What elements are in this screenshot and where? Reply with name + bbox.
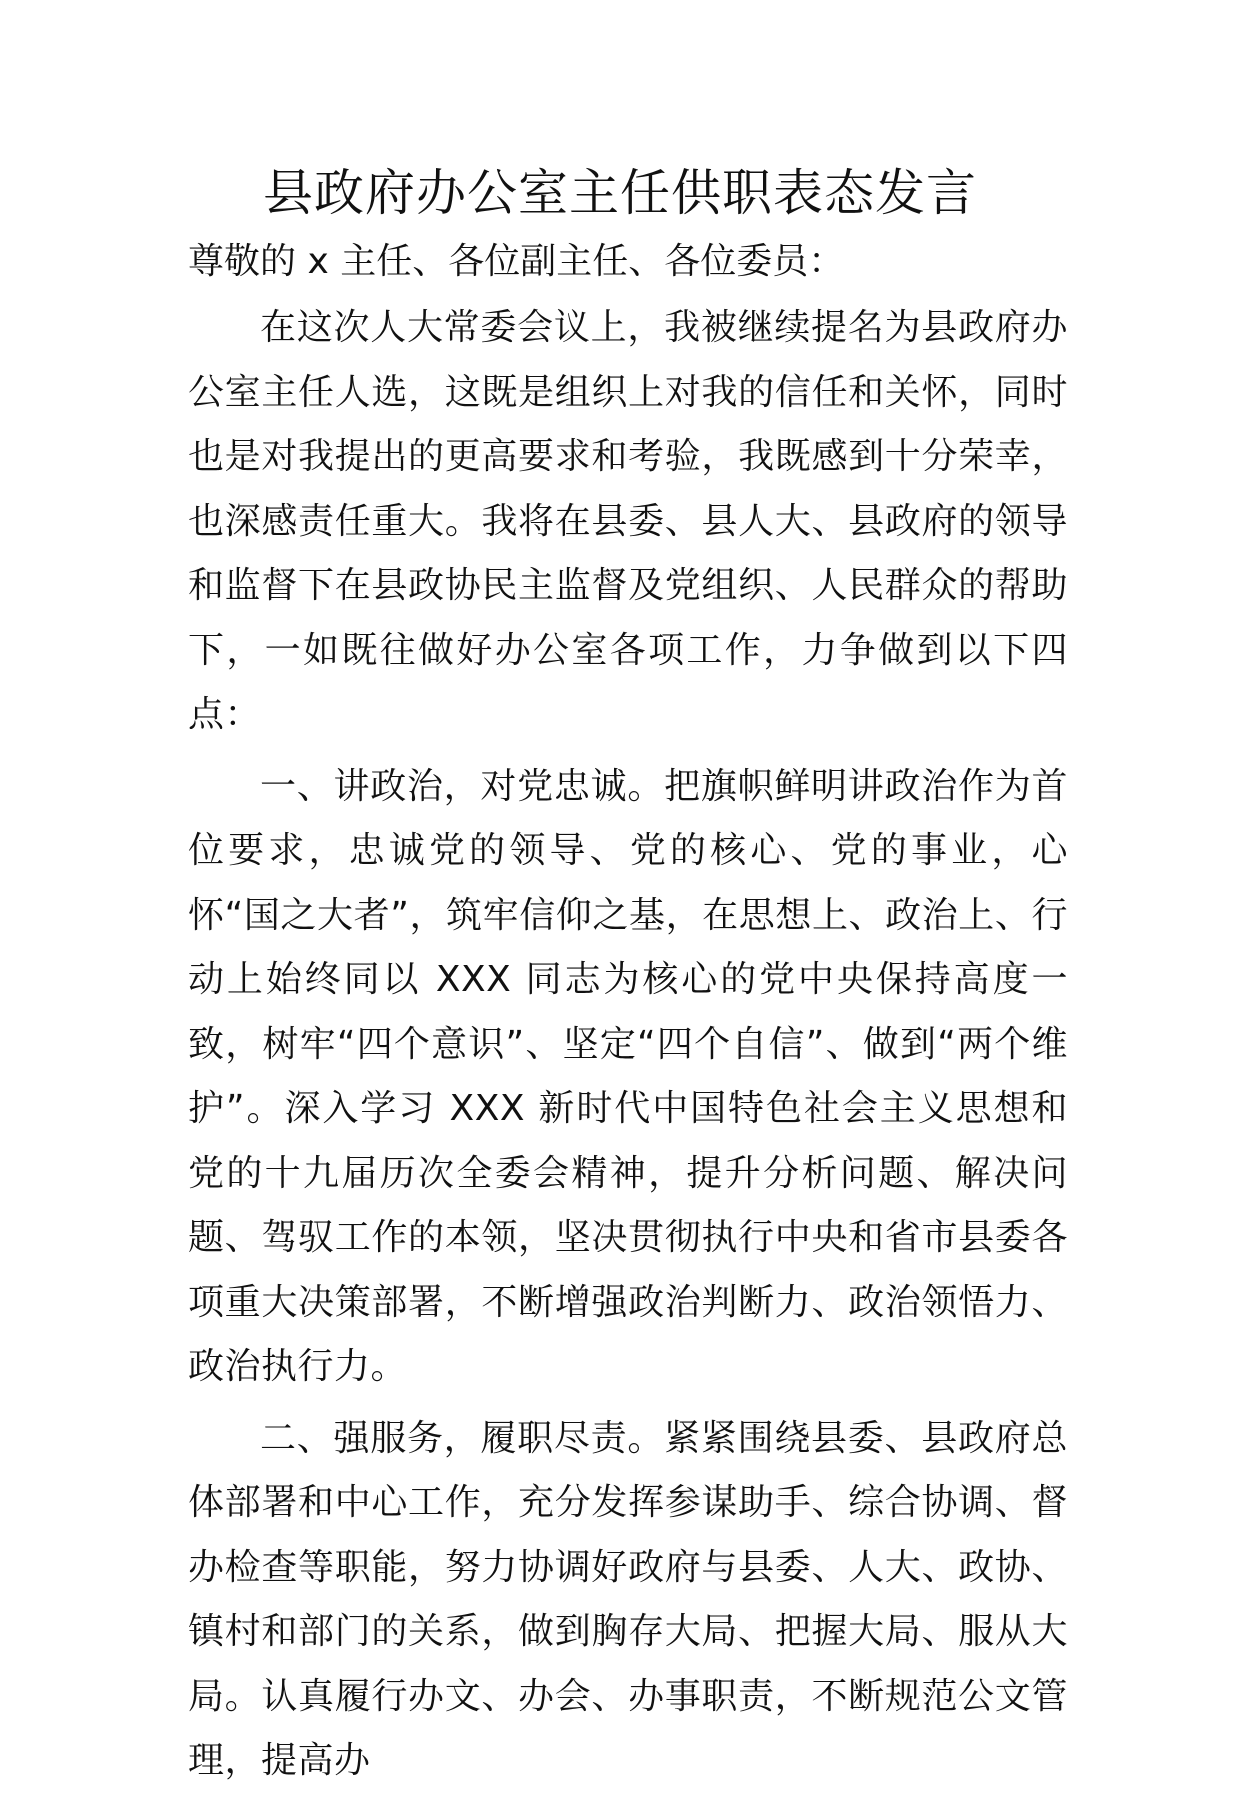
paragraph-intro: 在这次人大常委会议上，我被继续提名为县政府办公室主任人选，这既是组织上对我的信任和关怀，同时也是对我提出的更高要求和考验，我既感到十分荣幸，也深感责任重大。我将在县委、县人大、县政府的领导和监督下在县政协民主监督及党组织、人民群众的帮助下，一如既往做好办公室各项工作，力争做到以下四点： [188,307,1068,735]
paragraph-point-two: 二、强服务，履职尽责。紧紧围绕县委、县政府总体部署和中心工作，充分发挥参谋助手、综合协调、督办检查等职能，努力协调好政府与县委、人大、政协、镇村和部门的关系，做到胸存大局、把握大局、服从大局。认真履行办文、办会、办事职责，不断规范公文管理，提高办 [188,1417,1068,1781]
paragraph-point-one: 一、讲政治，对党忠诚。把旗帜鲜明讲政治作为首位要求，忠诚党的领导、党的核心、党的事业，心怀“国之大者”，筑牢信仰之基，在思想上、政治上、行动上始终同以 XXX 同志为核心的党中央保持高度一致，树牢“四个意识”、坚定“四个自信”、做到“两个维护”。深入学习 XXX 新时代中国特色社会主义思想和党的十九届历次全委会精神，提升分析问题、解决问题、驾驭工作的本领，坚决贯彻执行中央和省市县委各项重大决策部署，不断增强政治判断力、政治领悟力、政治执行力。 [188,765,1068,1387]
document-title: 县政府办公室主任供职表态发言 [263,164,977,222]
document-body [188,296,1068,1794]
salutation: 尊敬的 x 主任、各位副主任、各位委员： [188,241,845,282]
